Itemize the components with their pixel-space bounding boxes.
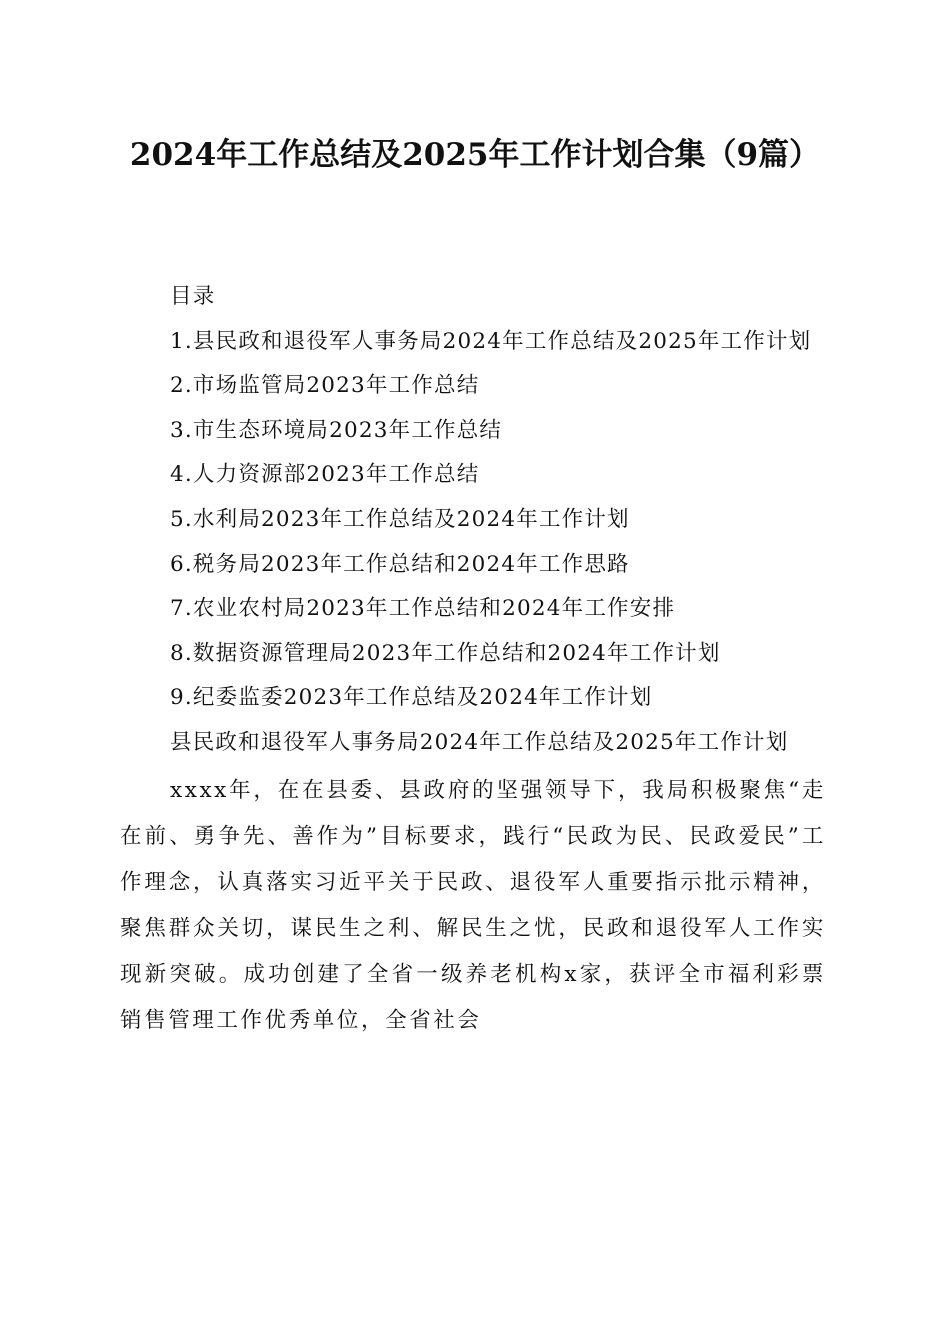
toc-item: 9.纪委监委2023年工作总结及2024年工作计划 xyxy=(170,685,653,711)
toc-item: 7.农业农村局2023年工作总结和2024年工作安排 xyxy=(170,596,676,622)
toc-heading: 目录 xyxy=(170,284,216,309)
document-title: 2024年工作总结及2025年工作计划合集（9篇） xyxy=(129,137,821,173)
toc-item: 3.市生态环境局2023年工作总结 xyxy=(170,417,503,443)
section-heading: 县民政和退役军人事务局2024年工作总结及2025年工作计划 xyxy=(170,729,789,755)
body-paragraph: xxxx年，在在县委、县政府的坚强领导下，我局积极聚焦“走在前、勇争先、善作为”目标要求，践行“民政为民、民政爱民”工作理念，认真落实习近平关于民政、退役军人重要指示批示精神，聚焦群众关切，谋民生之利、解民生之忧，民政和退役军人工作实现新突破。成功创建了全省一级养老机构x家，获评全市福利彩票销售管理工作优秀单位，全省社会 xyxy=(120,777,826,1033)
document-body xyxy=(120,275,826,1044)
toc-item: 6.税务局2023年工作总结和2024年工作思路 xyxy=(170,551,630,577)
toc-item: 4.人力资源部2023年工作总结 xyxy=(170,462,480,488)
toc-item: 2.市场监管局2023年工作总结 xyxy=(170,373,480,399)
toc-item: 8.数据资源管理局2023年工作总结和2024年工作计划 xyxy=(170,640,721,666)
toc-item: 1.县民政和退役军人事务局2024年工作总结及2025年工作计划 xyxy=(170,328,812,354)
toc-item: 5.水利局2023年工作总结及2024年工作计划 xyxy=(170,506,630,532)
